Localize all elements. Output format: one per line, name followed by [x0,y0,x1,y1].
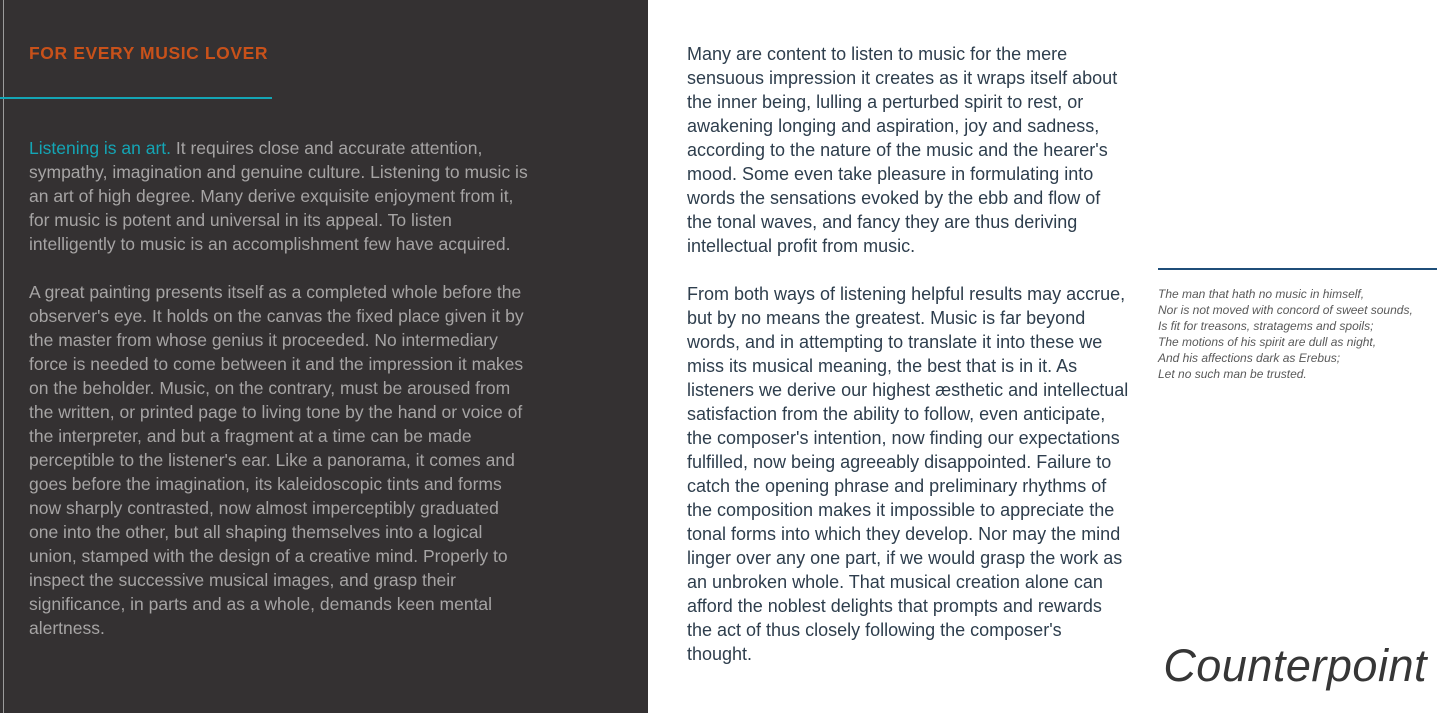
left-panel [0,0,648,713]
quote-line: Is fit for treasons, stratagems and spoils; [1158,319,1374,333]
quote-block [1158,286,1438,382]
quote-line: The motions of his spirit are dull as night, [1158,335,1377,349]
quote-line: The man that hath no music in himself, [1158,287,1365,301]
lead-sentence: Listening is an art. [29,138,172,158]
slide-edge-line [3,0,4,713]
quote-divider-rule [1158,268,1437,270]
quote-line: Let no such man be trusted. [1158,367,1307,381]
panel-body [29,136,529,664]
slide-title: Counterpoint [1163,640,1427,691]
panel-paragraph-1-rest: It requires close and accurate attention, sympathy, imagination and genuine culture. Listening to music is an art of high degree. Many derive exquisite enjoyment from it, for music is potent and universal in its appeal. To listen intelligently to music is an accomplishment few have acquired. [29,138,528,254]
teal-divider-rule [0,97,272,99]
main-column [687,42,1130,690]
panel-heading: FOR EVERY MUSIC LOVER [29,43,269,63]
main-paragraph-1: Many are content to listen to music for the mere sensuous impression it creates as it wraps itself about the inner being, lulling a perturbed spirit to rest, or awakening longing and aspiration, joy and sadness, according to the nature of the music and the hearer's mood. Some even take pleasure in formulating into words the sensations evoked by the ebb and flow of the tonal waves, and fancy they are thus deriving intellectual profit from music. [687,44,1118,256]
panel-paragraph-2: A great painting presents itself as a completed whole before the observer's eye. It holds on the canvas the fixed place given it by the master from whose genius it proceeded. No intermediary force is needed to come between it and the impression it makes on the beholder. Music, on the contrary, must be aroused from the written, or printed page to living tone by the hand or voice of the interpreter, and but a fragment at a time can be made perceptible to the listener's ear. Like a panorama, it comes and goes before the imagination, its kaleidoscopic tints and forms now sharply contrasted, now almost imperceptibly graduated one into the other, but all shaping themselves into a logical union, stamped with the design of a creative mind. Properly to inspect the successive musical images, and grasp their significance, in parts and as a whole, demands keen mental alertness. [29,282,524,638]
panel-paragraph-1 [29,136,529,256]
main-paragraph-2: From both ways of listening helpful results may accrue, but by no means the greatest. Music is far beyond words, and in attempting to translate it into these we miss its musical meaning, the best that is in it. As listeners we derive our highest æsthetic and intellectual satisfaction from the ability to follow, even anticipate, the composer's intention, now finding our expectations fulfilled, now being agreeably disappointed. Failure to catch the opening phrase and preliminary rhythms of the composition makes it impossible to appreciate the tonal forms into which they develop. Nor may the mind linger over any one part, if we would grasp the work as an unbroken whole. That musical creation alone can afford the noblest delights that prompts and rewards the act of thus closely following the composer's thought. [687,284,1129,664]
quote-line: Nor is not moved with concord of sweet sounds, [1158,303,1413,317]
quote-line: And his affections dark as Erebus; [1158,351,1341,365]
